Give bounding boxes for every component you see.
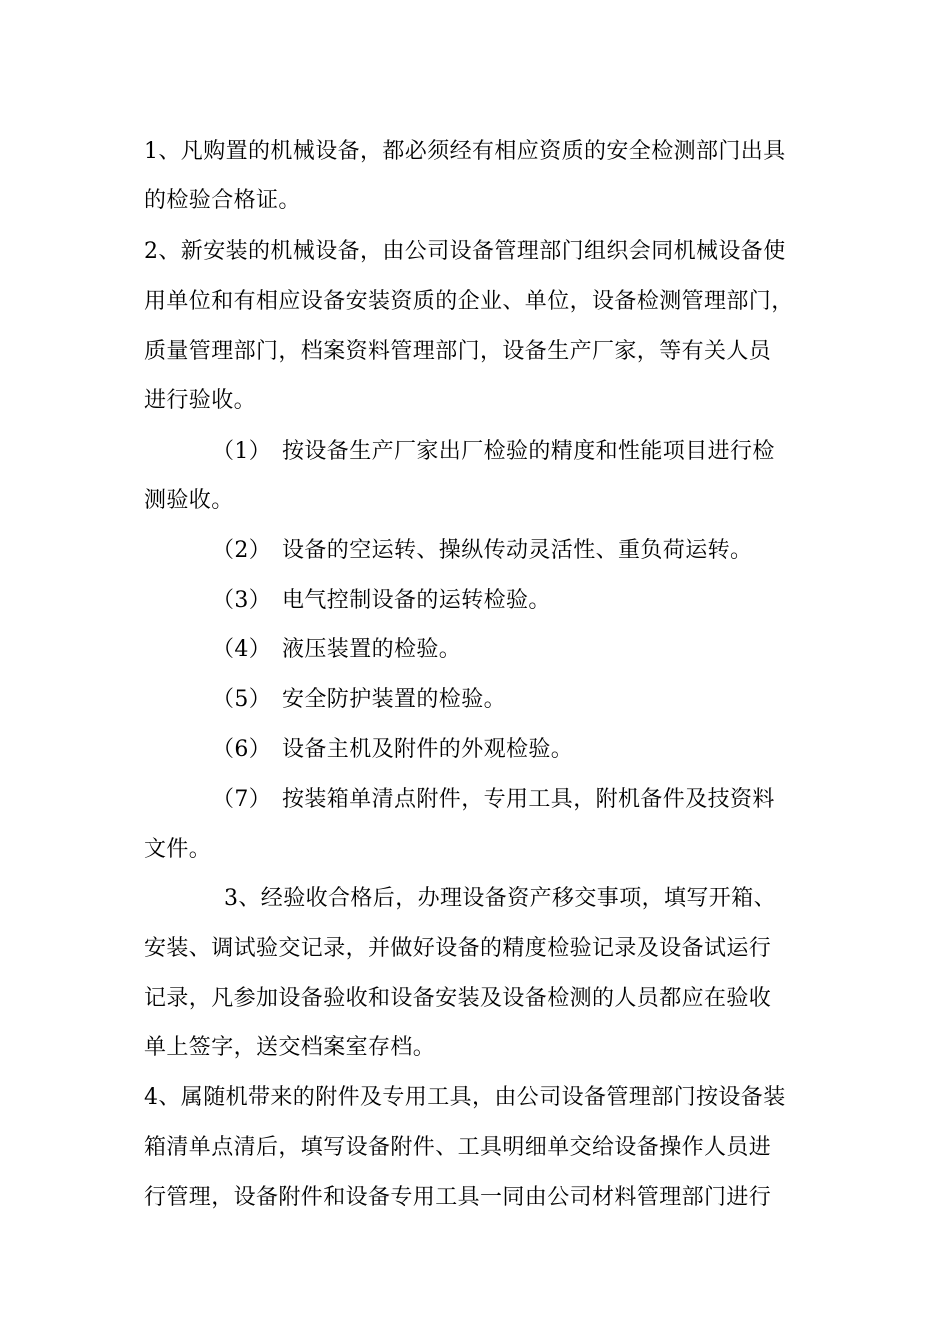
- list-item-text: 安全防护装置的检验。: [282, 687, 507, 712]
- list-item-text: 电气控制设备的运转检验。: [282, 588, 551, 613]
- list-item-number: （5）: [212, 687, 272, 712]
- list-item-number: （3）: [212, 588, 272, 613]
- section-2-line-2: 用单位和有相应设备安装资质的企业、单位，设备检测管理部门，: [144, 289, 794, 314]
- list-item-number: （1）: [212, 439, 272, 464]
- list-item-number: （6）: [212, 737, 272, 762]
- list-item-text: 按设备生产厂家出厂检验的精度和性能项目进行检: [282, 439, 775, 464]
- list-item-number: （2）: [212, 538, 272, 563]
- section-1-line-1: 1、凡购置的机械设备，都必须经有相应资质的安全检测部门出具: [144, 139, 786, 164]
- list-item-text: 设备的空运转、操纵传动灵活性、重负荷运转。: [282, 538, 753, 563]
- list-item-1-continuation: 测验收。: [144, 488, 234, 513]
- list-item-number: （4）: [212, 637, 272, 662]
- list-item-7-continuation: 文件。: [144, 837, 212, 862]
- section-2-line-4: 进行验收。: [144, 388, 257, 413]
- list-item-1: [212, 438, 775, 466]
- list-item-text: 设备主机及附件的外观检验。: [282, 737, 574, 762]
- section-1-line-2: 的检验合格证。: [144, 188, 301, 213]
- list-item-text: 按装箱单清点附件，专用工具，附机备件及技资料: [282, 787, 775, 812]
- section-3-line-3: 记录，凡参加设备验收和设备安装及设备检测的人员都应在验收: [144, 986, 772, 1011]
- list-item-number: （7）: [212, 787, 272, 812]
- list-item-text: 液压装置的检验。: [282, 637, 462, 662]
- section-2-line-3: 质量管理部门，档案资料管理部门，设备生产厂家，等有关人员: [144, 339, 772, 364]
- list-item-7: [212, 786, 775, 814]
- section-4-line-1: 4、属随机带来的附件及专用工具，由公司设备管理部门按设备装: [144, 1085, 786, 1110]
- list-item-2: [212, 537, 752, 565]
- section-3-line-4: 单上签字，送交档案室存档。: [144, 1035, 436, 1060]
- section-4-line-3: 行管理，设备附件和设备专用工具一同由公司材料管理部门进行: [144, 1185, 772, 1210]
- list-item-4: [212, 636, 461, 664]
- section-3-line-2: 安装、调试验交记录，并做好设备的精度检验记录及设备试运行: [144, 936, 772, 961]
- list-item-3: [212, 587, 551, 615]
- list-item-5: [212, 686, 506, 714]
- section-2-line-1: 2、新安装的机械设备，由公司设备管理部门组织会同机械设备使: [144, 239, 786, 264]
- section-4-line-2: 箱清单点清后，填写设备附件、工具明细单交给设备操作人员进: [144, 1135, 772, 1160]
- section-3-line-1: 3、经验收合格后，办理设备资产移交事项，填写开箱、: [224, 886, 776, 911]
- list-item-6: [212, 736, 573, 764]
